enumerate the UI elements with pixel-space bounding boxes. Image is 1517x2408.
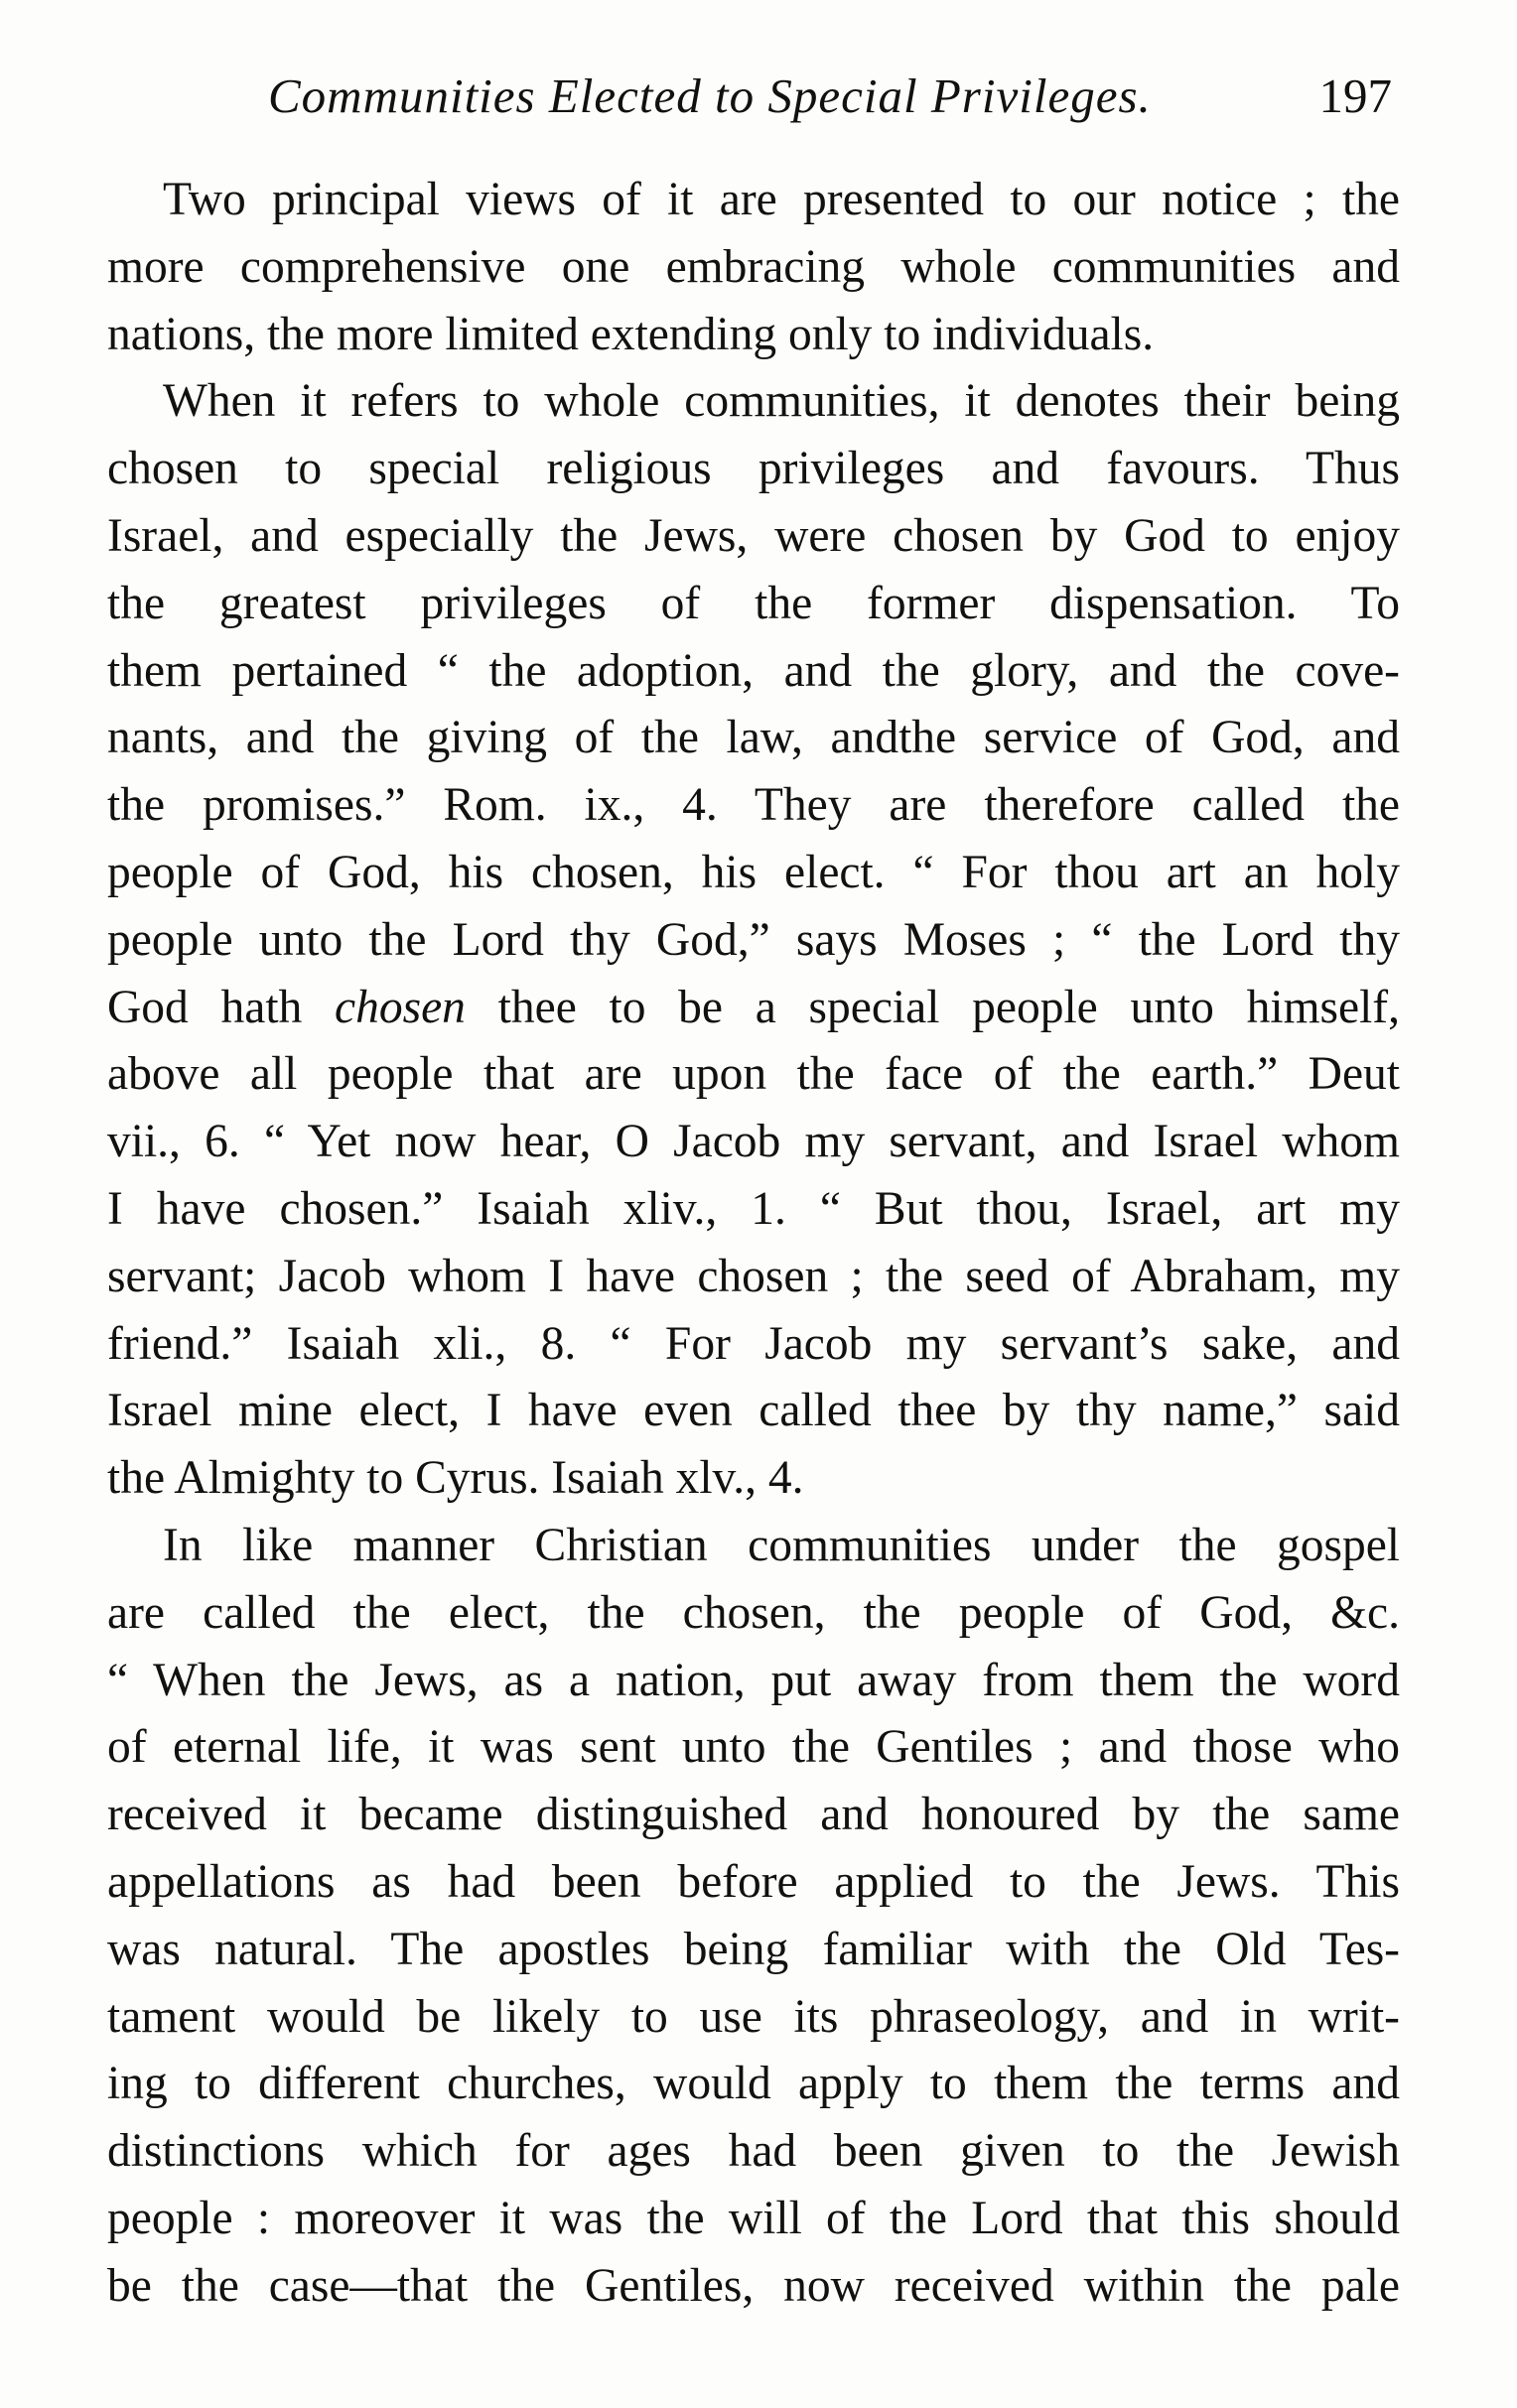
paragraph-2 <box>107 368 1400 1513</box>
italic-emphasis: chosen <box>335 981 466 1033</box>
text-line: received it became distinguished and honoured by the same <box>107 1789 1400 1841</box>
text-line: servant; Jacob whom I have chosen ; the seed of Abraham, my <box>107 1250 1400 1302</box>
text-line: I have chosen.” Isaiah xliv., 1. “ But thou, Israel, art my <box>107 1182 1400 1235</box>
text-line: God hath chosen thee to be a special people unto himself, <box>107 981 1400 1033</box>
text-line: the promises.” Rom. ix., 4. They are therefore called the <box>107 779 1400 832</box>
text-line: Two principal views of it are presented to our notice ; the <box>163 174 1400 225</box>
page-number: 197 <box>1318 68 1392 123</box>
text-line: friend.” Isaiah xli., 8. “ For Jacob my servant’s sake, and <box>107 1317 1400 1370</box>
text-line: nants, and the giving of the law, andthe service of God, and <box>107 712 1400 764</box>
text-line: In like manner Christian communities under the gospel <box>163 1519 1400 1571</box>
text-line: vii., 6. “ Yet now hear, O Jacob my servant, and Israel whom <box>107 1116 1400 1168</box>
text-line: more comprehensive one embracing whole communities and <box>107 240 1400 293</box>
text-line: above all people that are upon the face of the earth.” Deut <box>107 1048 1400 1101</box>
text-line: When it refers to whole communities, it denotes their being <box>163 375 1400 428</box>
running-title: Communities Elected to Special Privileges. <box>268 68 1152 123</box>
text-line: people unto the Lord thy God,” says Moses ; “ the Lord thy <box>107 913 1400 966</box>
text-line: distinctions which for ages had been given to the Jewish <box>107 2125 1400 2178</box>
text-line: are called the elect, the chosen, the people of God, &c. <box>107 1586 1400 1639</box>
page-header <box>109 67 1400 137</box>
text-line: appellations as had been before applied to the Jews. This <box>107 1855 1400 1908</box>
text-line: tament would be likely to use its phraseology, and in writ- <box>107 1990 1400 2043</box>
text-line: be the case—that the Gentiles, now received within the pale <box>107 2259 1400 2312</box>
paragraph-3 <box>107 1513 1400 2321</box>
text-line: the greatest privileges of the former dispensation. To <box>107 577 1400 629</box>
text-line: ing to different churches, would apply to them the terms and <box>107 2058 1400 2110</box>
text-line: “ When the Jews, as a nation, put away from them the word <box>107 1654 1400 1706</box>
text-line: was natural. The apostles being familiar with the Old Tes- <box>107 1923 1400 1975</box>
text-line: people of God, his chosen, his elect. “ For thou art an holy <box>107 846 1400 898</box>
paragraph-1 <box>107 167 1400 368</box>
text-line: them pertained “ the adoption, and the glory, and the cove- <box>107 644 1400 697</box>
text-line: of eternal life, it was sent unto the Gentiles ; and those who <box>107 1721 1400 1774</box>
text-line: Israel, and especially the Jews, were chosen by God to enjoy <box>107 509 1400 562</box>
text-line: the Almighty to Cyrus. Isaiah xlv., 4. <box>107 1452 804 1505</box>
text-line: people : moreover it was the will of the Lord that this should <box>107 2192 1400 2244</box>
body-text <box>107 167 1400 2321</box>
text-line: nations, the more limited extending only to individuals. <box>107 308 1155 360</box>
text-line: chosen to special religious privileges and favours. Thus <box>107 443 1400 495</box>
text-line: Israel mine elect, I have even called thee by thy name,” said <box>107 1385 1400 1437</box>
